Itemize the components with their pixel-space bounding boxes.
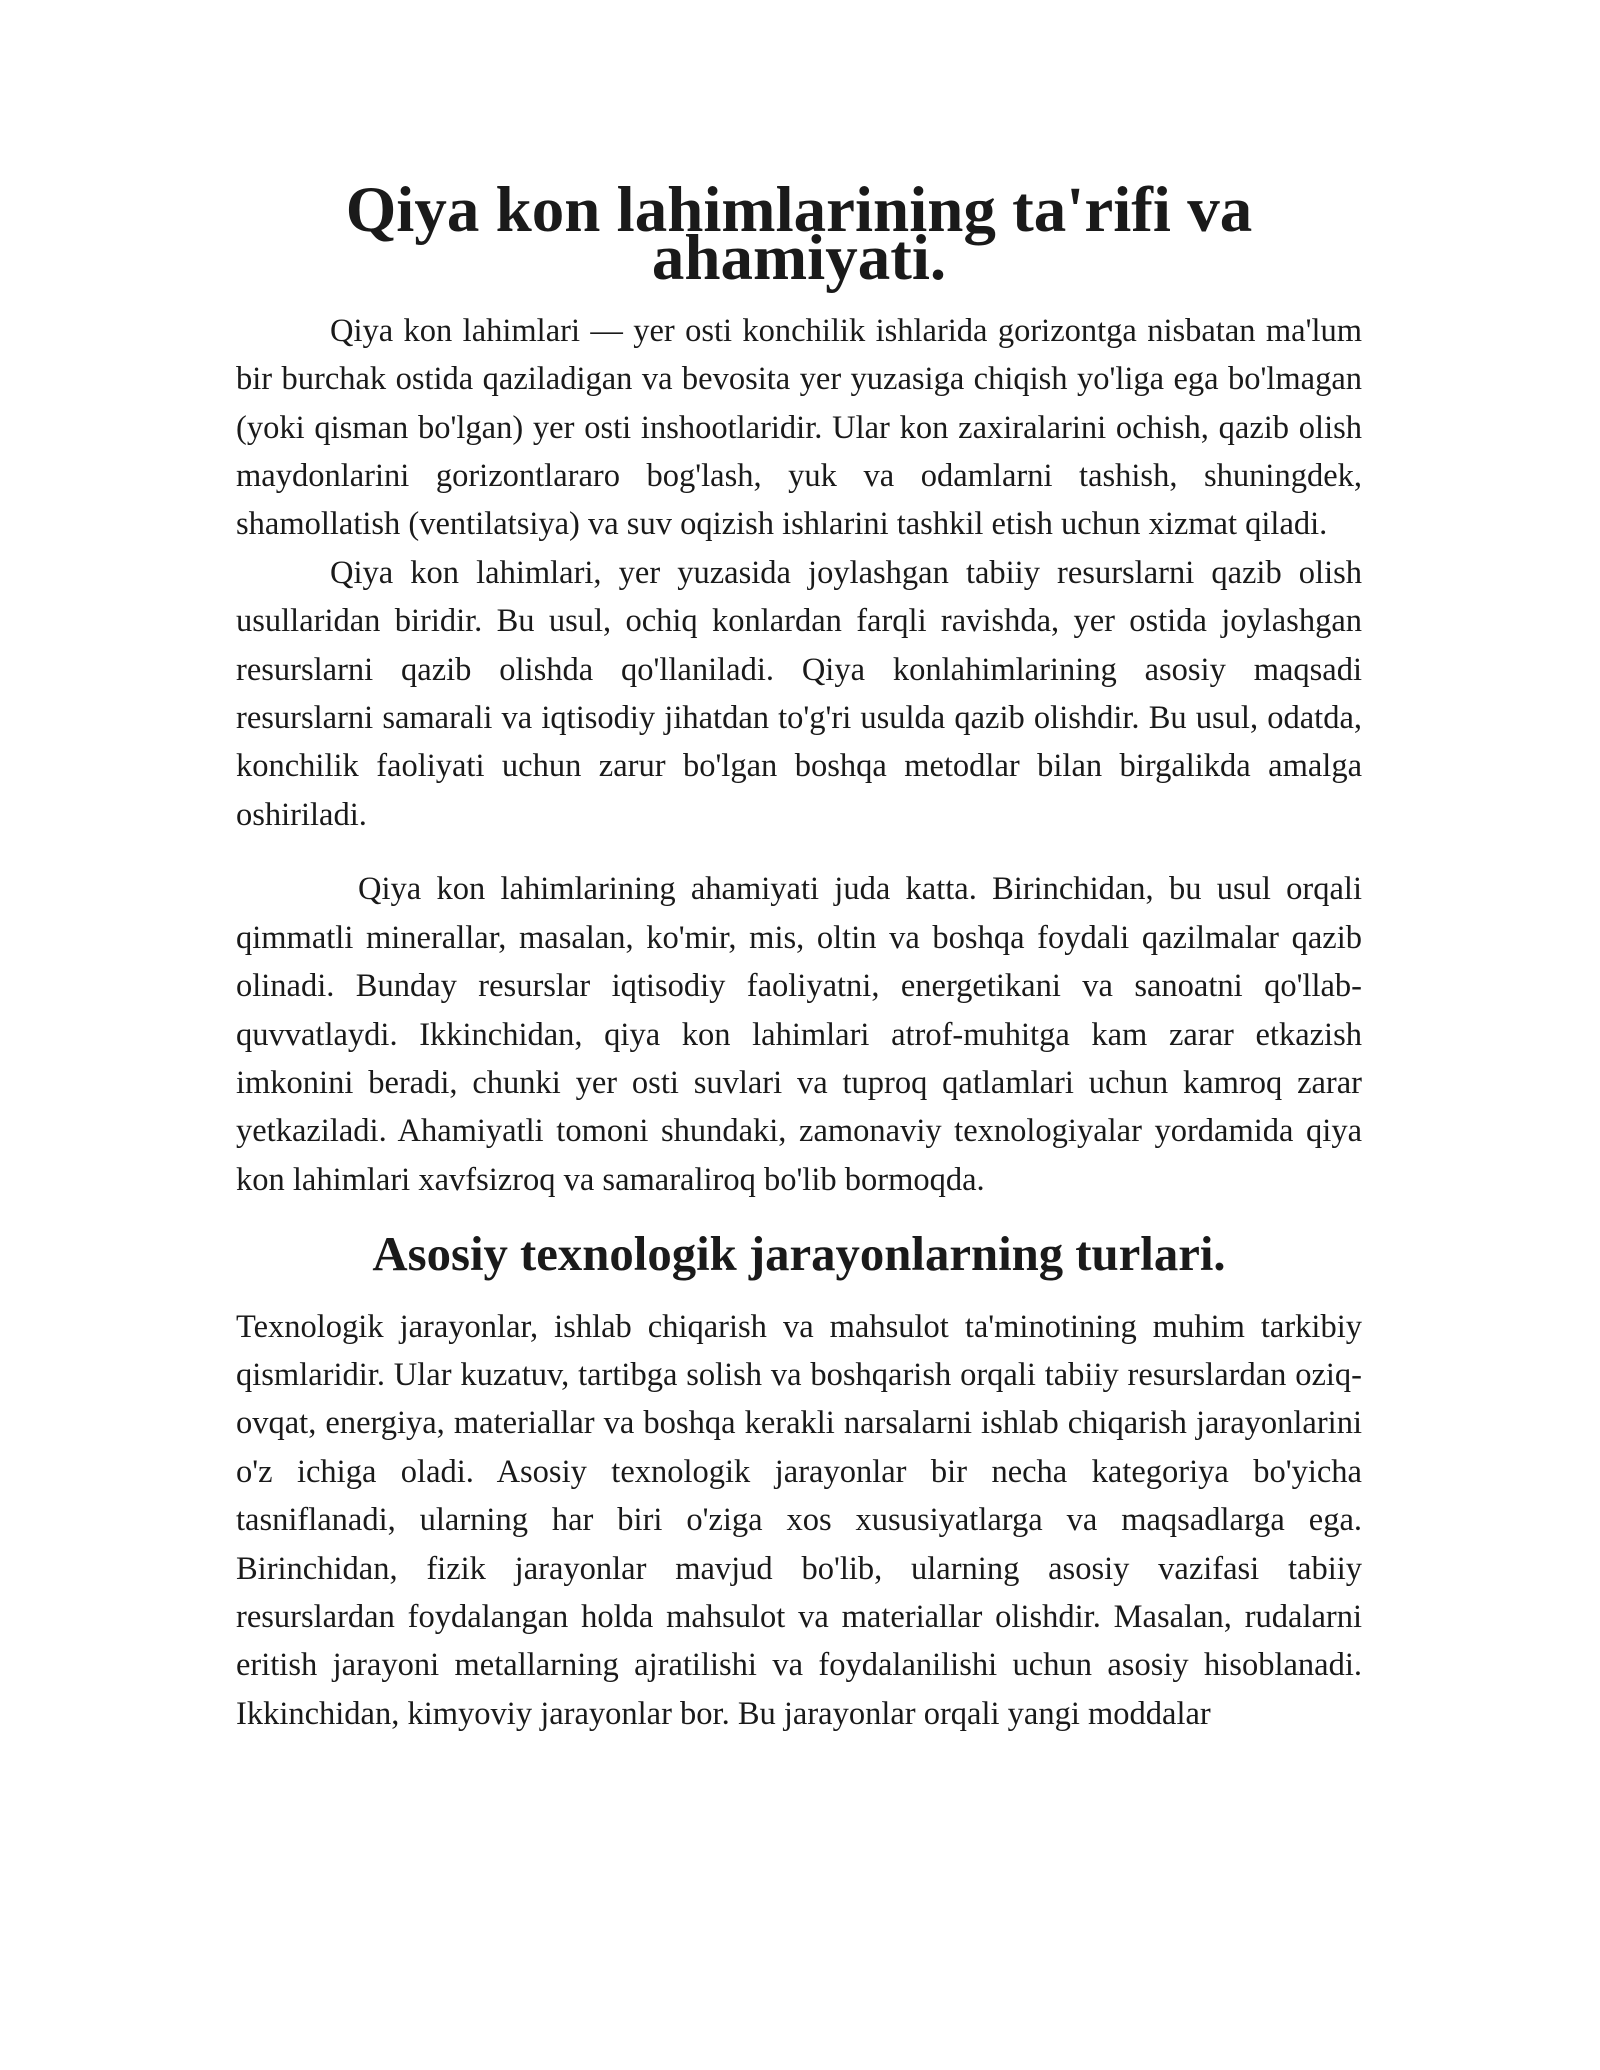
paragraph-4: Texnologik jarayonlar, ishlab chiqarish va mahsulot ta'minotining muhim tarkibiy qismlaridir. Ular kuzatuv, tartibga solish va boshqarish orqali tabiiy resurslardan oziq-ovqat, energiya, materiallar va boshqa kerakli narsalarni ishlab chiqarish jarayonlarini o'z ichiga oladi. Asosiy texnologik jarayonlar bir necha kategoriya bo'yicha tasniflanadi, ularning har biri o'ziga xos xususiyatlarga va maqsadlarga ega. Birinchidan, fizik jarayonlar mavjud bo'lib, ularning asosiy vazifasi tabiiy resurslardan foydalangan holda mahsulot va materiallar olishdir. Masalan, rudalarni eritish jarayoni metallarning ajratilishi va foydalanilishi uchun asosiy hisoblanadi. Ikkinchidan, kimyoviy jarayonlar bor. Bu jarayonlar orqali yangi moddalar (236, 1308, 1362, 1732)
paragraph-2: Qiya kon lahimlari, yer yuzasida joylashgan tabiiy resurslarni qazib olish usullaridan biridir. Bu usul, ochiq konlardan farqli ravishda, yer ostida joylashgan resurslarni qazib olishda qo'llaniladi. Qiya konlahimlarining asosiy maqsadi resurslarni samarali va iqtisodiy jihatdan to'g'ri usulda qazib olishdir. Bu usul, odatda, konchilik faoliyati uchun zarur bo'lgan boshqa metodlar bilan birgalikda amalga oshiriladi. (236, 554, 1362, 833)
paragraph-3: Qiya kon lahimlarining ahamiyati juda katta. Birinchidan, bu usul orqali qimmatli minerallar, masalan, ko'mir, mis, oltin va boshqa foydali qazilmalar qazib olinadi. Bunday resurslar iqtisodiy faoliyatni, energetikani va sanoatni qo'llab-quvvatlaydi. Ikkinchidan, qiya kon lahimlari atrof-muhitga kam zarar etkazish imkonini beradi, chunki yer osti suvlari va tuproq qatlamlari uchun kamroq zarar yetkaziladi. Ahamiyatli tomoni shundaki, zamonaviy texnologiyalar yordamida qiya kon lahimlari xavfsizroq va samaraliroq bo'lib bormoqda. (236, 871, 1362, 1198)
paragraph-1: Qiya kon lahimlari — yer osti konchilik ishlarida gorizontga nisbatan ma'lum bir burchak ostida qaziladigan va bevosita yer yuzasiga chiqish yo'liga ega bo'lmagan (yoki qisman bo'lgan) yer osti inshootlaridir. Ular kon zaxiralarini ochish, qazib olish maydonlarini gorizontlararo bog'lash, yuk va odamlarni tashish, shuningdek, shamollatish (ventilatsiya) va suv oqizish ishlarini tashkil etish uchun xizmat qiladi. (236, 312, 1362, 543)
section-heading-1: Qiya kon lahimlarining ta'rifi va ahamiyati. (345, 174, 1253, 295)
document-page (236, 174, 1362, 1738)
section-heading-2: Asosiy texnologik jarayonlarning turlari. (372, 1227, 1226, 1282)
